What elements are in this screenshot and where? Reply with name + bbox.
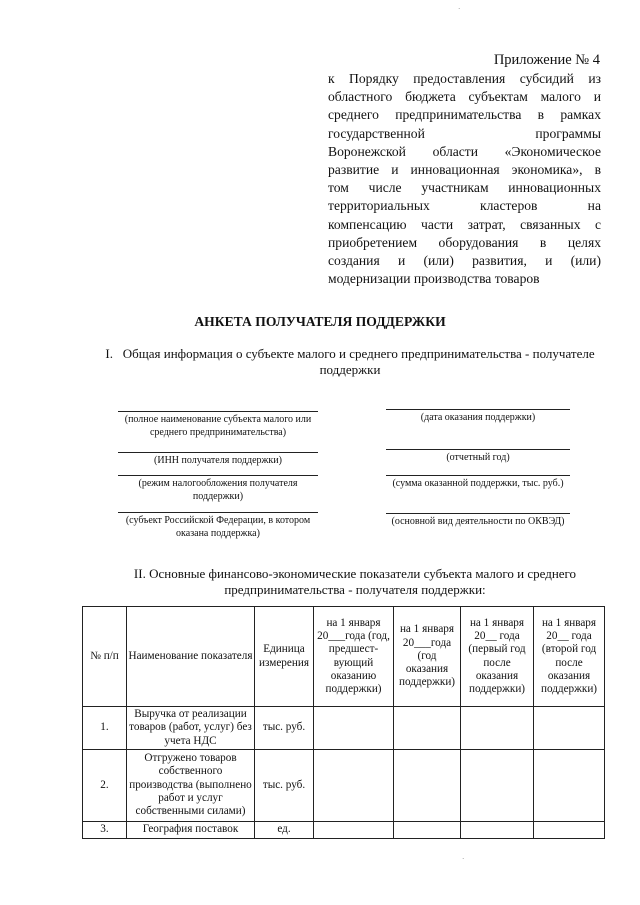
table-row — [83, 749, 605, 821]
field-full-name[interactable] — [118, 411, 318, 439]
row-indicator: Выручка от реализации товаров (работ, услуг) без учета НДС — [127, 707, 255, 750]
header-cell-indicator: Наименование показателя — [127, 607, 255, 707]
row-value-cell[interactable] — [314, 749, 394, 821]
row-value-cell[interactable] — [534, 707, 605, 750]
header-cell-year-support: на 1 января 20___года (год оказания поддержки) — [394, 607, 461, 707]
row-value-cell[interactable] — [461, 821, 534, 838]
row-value-cell[interactable] — [394, 707, 461, 750]
appendix-reference — [328, 70, 601, 288]
field-line — [386, 475, 570, 476]
appendix-line: территориальных кластеров на — [328, 198, 601, 214]
appendix-line: развитие и инновационная экономика», в — [328, 162, 601, 178]
field-caption: (субъект Российской Федерации, в котором оказана поддержка) — [125, 515, 311, 539]
appendix-line: среднего предпринимательства в рамках — [328, 107, 601, 123]
section-2-line1: II. Основные финансово-экономические показатели субъекта малого и среднего — [133, 566, 577, 581]
field-caption: (сумма оказанной поддержки, тыс. руб.) — [392, 478, 564, 489]
header-cell-number: № п/п — [83, 607, 127, 707]
row-number: 3. — [83, 821, 127, 838]
row-value-cell[interactable] — [461, 707, 534, 750]
row-value-cell[interactable] — [394, 749, 461, 821]
field-support-amount[interactable] — [386, 475, 570, 491]
row-unit: тыс. руб. — [255, 707, 314, 750]
section-1-number: I. — [105, 346, 113, 361]
appendix-line: к Порядку предоставления субсидий из — [328, 71, 601, 86]
field-tax-regime[interactable] — [118, 475, 318, 503]
scan-speck: · — [462, 855, 465, 863]
table-header-row — [83, 607, 605, 707]
row-indicator: Отгружено товаров собственного производства (выполнено работ и услуг собственными силами) — [127, 749, 255, 821]
table-row — [83, 821, 605, 838]
header-cell-year-after-1: на 1 января 20__ года (первый год после оказания поддержки) — [461, 607, 534, 707]
section-1-line2: поддержки — [319, 362, 381, 377]
field-region[interactable] — [118, 512, 318, 540]
field-line — [118, 512, 318, 513]
appendix-line: модернизации производства товаров — [328, 271, 540, 287]
row-number: 2. — [83, 749, 127, 821]
form-title: АНКЕТА ПОЛУЧАТЕЛЯ ПОДДЕРЖКИ — [194, 314, 446, 329]
appendix-line: приобретением оборудования в целях — [328, 234, 601, 250]
row-value-cell[interactable] — [534, 821, 605, 838]
section-2-line2: предпринимательства - получателя поддержки: — [224, 582, 486, 597]
field-line — [386, 409, 570, 410]
row-value-cell[interactable] — [314, 707, 394, 750]
field-reporting-year[interactable] — [386, 449, 570, 465]
field-line — [118, 411, 318, 412]
field-caption: (режим налогообложения получателя поддержки) — [138, 478, 298, 502]
row-value-cell[interactable] — [394, 821, 461, 838]
field-inn[interactable] — [118, 452, 318, 468]
header-cell-year-before: на 1 января 20___года (год, предшест-вующий оказанию поддержки) — [314, 607, 394, 707]
field-support-date[interactable] — [386, 409, 570, 425]
field-caption: (полное наименование субъекта малого или среднего предпринимательства) — [124, 414, 312, 438]
field-caption: (основной вид деятельности по ОКВЭД) — [391, 516, 565, 527]
header-cell-year-after-2: на 1 января 20__ года (второй год после оказания поддержки) — [534, 607, 605, 707]
section-2-heading — [90, 566, 620, 598]
row-unit: тыс. руб. — [255, 749, 314, 821]
appendix-title: Приложение № 4 — [493, 52, 600, 68]
section-1-line1: Общая информация о субъекте малого и среднего предпринимательства - получателе — [122, 346, 595, 361]
row-unit: ед. — [255, 821, 314, 838]
section-1-heading — [100, 346, 600, 378]
row-value-cell[interactable] — [534, 749, 605, 821]
field-caption: (отчетный год) — [446, 452, 510, 463]
field-line — [118, 475, 318, 476]
field-caption: (дата оказания поддержки) — [420, 412, 536, 423]
appendix-line: компенсацию части затрат, связанных с — [328, 216, 601, 232]
appendix-line: создания и (или) развития, и (или) — [328, 253, 601, 269]
row-indicator: География поставок — [127, 821, 255, 838]
scan-speck: · — [458, 5, 461, 13]
field-line — [386, 449, 570, 450]
appendix-line: том числе участникам инновационных — [328, 180, 601, 196]
table-row — [83, 707, 605, 750]
field-line — [386, 513, 570, 514]
header-cell-unit: Единица измерения — [255, 607, 314, 707]
row-value-cell[interactable] — [461, 749, 534, 821]
field-caption: (ИНН получателя поддержки) — [154, 455, 282, 466]
indicators-table — [82, 606, 605, 839]
row-value-cell[interactable] — [314, 821, 394, 838]
appendix-line: Воронежской области «Экономическое — [328, 143, 601, 159]
appendix-line: областного бюджета субъектам малого и — [328, 89, 601, 105]
field-okved[interactable] — [386, 513, 570, 529]
field-line — [118, 452, 318, 453]
row-number: 1. — [83, 707, 127, 750]
appendix-line: государственной программы — [328, 125, 601, 141]
